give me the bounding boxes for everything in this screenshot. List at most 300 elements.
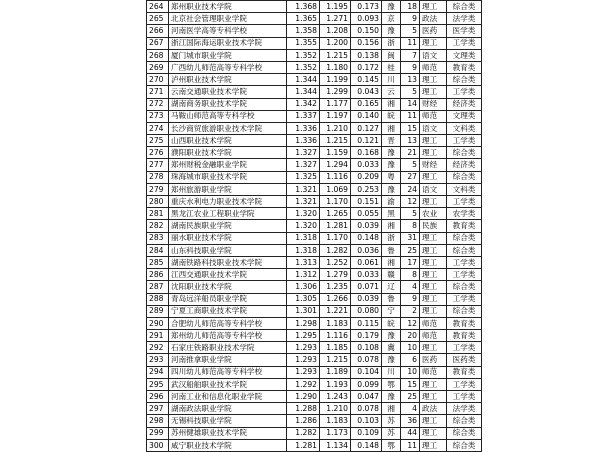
score-a-cell: 1.279 — [320, 269, 351, 281]
category-cell: 文科类 — [447, 122, 482, 134]
score-b-cell: 0.104 — [351, 366, 382, 378]
table-row — [147, 269, 482, 281]
total-score-cell: 1.313 — [287, 256, 320, 268]
total-score-cell: 1.365 — [287, 13, 320, 25]
table-row — [147, 61, 482, 73]
type-cell: 理工 — [420, 256, 447, 268]
total-score-cell: 1.337 — [287, 110, 320, 122]
rank-cell: 271 — [147, 86, 169, 98]
college-name-cell: 北京社会管理职业学院 — [169, 13, 287, 25]
rank-cell: 283 — [147, 232, 169, 244]
category-cell: 医药类 — [447, 354, 482, 366]
type-cell: 理工 — [420, 378, 447, 390]
college-name-cell: 郑州旅游职业学院 — [169, 183, 287, 195]
count-cell: 25 — [401, 391, 420, 403]
province-cell: 黑 — [382, 208, 401, 220]
total-score-cell: 1.327 — [287, 159, 320, 171]
total-score-cell: 1.368 — [287, 1, 320, 13]
count-cell: 36 — [401, 415, 420, 427]
score-b-cell: 0.172 — [351, 61, 382, 73]
score-b-cell: 0.033 — [351, 159, 382, 171]
table-row — [147, 366, 482, 378]
score-b-cell: 0.036 — [351, 244, 382, 256]
total-score-cell: 1.293 — [287, 342, 320, 354]
rank-cell: 300 — [147, 439, 169, 451]
total-score-cell: 1.305 — [287, 293, 320, 305]
total-score-cell: 1.301 — [287, 305, 320, 317]
province-cell: 渝 — [382, 196, 401, 208]
total-score-cell: 1.320 — [287, 208, 320, 220]
type-cell: 师范 — [420, 330, 447, 342]
score-a-cell: 1.197 — [320, 110, 351, 122]
category-cell: 教育类 — [447, 61, 482, 73]
total-score-cell: 1.320 — [287, 220, 320, 232]
table-row — [147, 439, 482, 451]
total-score-cell: 1.318 — [287, 232, 320, 244]
rank-cell: 272 — [147, 98, 169, 110]
category-cell: 综合类 — [447, 305, 482, 317]
college-name-cell: 黑龙江农业工程职业学院 — [169, 208, 287, 220]
total-score-cell: 1.293 — [287, 366, 320, 378]
category-cell: 工学类 — [447, 293, 482, 305]
total-score-cell: 1.336 — [287, 122, 320, 134]
score-a-cell: 1.266 — [320, 293, 351, 305]
category-cell: 农学类 — [447, 208, 482, 220]
college-name-cell: 郑州职业技术学院 — [169, 1, 287, 13]
score-a-cell: 1.208 — [320, 25, 351, 37]
college-name-cell: 湖南商务职业技术学院 — [169, 98, 287, 110]
score-b-cell: 0.148 — [351, 232, 382, 244]
college-name-cell: 合肥幼儿师范高等专科学校 — [169, 317, 287, 329]
province-cell: 鄂 — [382, 378, 401, 390]
type-cell: 理工 — [420, 439, 447, 451]
score-a-cell: 1.200 — [320, 37, 351, 49]
province-cell: 湘 — [382, 403, 401, 415]
college-name-cell: 郑州财税金融职业学院 — [169, 159, 287, 171]
total-score-cell: 1.298 — [287, 317, 320, 329]
score-b-cell: 0.039 — [351, 293, 382, 305]
province-cell: 赣 — [382, 269, 401, 281]
count-cell: 25 — [401, 244, 420, 256]
province-cell: 湘 — [382, 122, 401, 134]
count-cell: 10 — [401, 342, 420, 354]
table-row — [147, 208, 482, 220]
ranking-sheet — [146, 0, 476, 450]
score-b-cell: 0.145 — [351, 74, 382, 86]
total-score-cell: 1.312 — [287, 269, 320, 281]
score-b-cell: 0.099 — [351, 378, 382, 390]
category-cell: 文理类 — [447, 110, 482, 122]
count-cell: 6 — [401, 354, 420, 366]
score-a-cell: 1.199 — [320, 74, 351, 86]
score-b-cell: 0.078 — [351, 403, 382, 415]
count-cell: 12 — [401, 317, 420, 329]
score-b-cell: 0.043 — [351, 86, 382, 98]
score-b-cell: 0.148 — [351, 439, 382, 451]
score-a-cell: 1.159 — [320, 147, 351, 159]
score-a-cell: 1.243 — [320, 391, 351, 403]
total-score-cell: 1.325 — [287, 171, 320, 183]
score-b-cell: 0.033 — [351, 269, 382, 281]
total-score-cell: 1.327 — [287, 147, 320, 159]
count-cell: 11 — [401, 439, 420, 451]
province-cell: 川 — [382, 74, 401, 86]
score-a-cell: 1.183 — [320, 317, 351, 329]
type-cell: 民族 — [420, 220, 447, 232]
province-cell: 豫 — [382, 330, 401, 342]
type-cell: 理工 — [420, 37, 447, 49]
type-cell: 财经 — [420, 159, 447, 171]
score-a-cell: 1.116 — [320, 171, 351, 183]
province-cell: 湘 — [382, 98, 401, 110]
score-b-cell: 0.039 — [351, 220, 382, 232]
score-b-cell: 0.165 — [351, 98, 382, 110]
table-row — [147, 183, 482, 195]
province-cell: 苏 — [382, 415, 401, 427]
table-row — [147, 281, 482, 293]
rank-cell: 295 — [147, 378, 169, 390]
table-row — [147, 256, 482, 268]
count-cell: 8 — [401, 269, 420, 281]
college-name-cell: 山东科技职业学院 — [169, 244, 287, 256]
type-cell: 政法 — [420, 403, 447, 415]
province-cell: 皖 — [382, 317, 401, 329]
count-cell: 44 — [401, 427, 420, 439]
college-name-cell: 河南工业和信息化职业学院 — [169, 391, 287, 403]
count-cell: 24 — [401, 183, 420, 195]
score-a-cell: 1.183 — [320, 415, 351, 427]
table-row — [147, 171, 482, 183]
type-cell: 医药 — [420, 25, 447, 37]
total-score-cell: 1.321 — [287, 196, 320, 208]
score-b-cell: 0.151 — [351, 196, 382, 208]
type-cell: 理工 — [420, 1, 447, 13]
rank-cell: 299 — [147, 427, 169, 439]
total-score-cell: 1.295 — [287, 330, 320, 342]
score-a-cell: 1.116 — [320, 330, 351, 342]
college-name-cell: 长沙商贸旅游职业技术学院 — [169, 122, 287, 134]
college-name-cell: 重庆水利电力职业技术学院 — [169, 196, 287, 208]
score-b-cell: 0.078 — [351, 354, 382, 366]
total-score-cell: 1.344 — [287, 86, 320, 98]
count-cell: 5 — [401, 159, 420, 171]
college-name-cell: 湖南铁路科技职业技术学院 — [169, 256, 287, 268]
province-cell: 闽 — [382, 49, 401, 61]
rank-cell: 293 — [147, 354, 169, 366]
college-name-cell: 山西职业技术学院 — [169, 135, 287, 147]
count-cell: 8 — [401, 220, 420, 232]
province-cell: 辽 — [382, 281, 401, 293]
college-name-cell: 浙江国际海运职业技术学院 — [169, 37, 287, 49]
score-a-cell: 1.265 — [320, 208, 351, 220]
rank-cell: 274 — [147, 122, 169, 134]
category-cell: 经济类 — [447, 98, 482, 110]
college-name-cell: 武汉船舶职业技术学院 — [169, 378, 287, 390]
type-cell: 师范 — [420, 317, 447, 329]
rank-cell: 273 — [147, 110, 169, 122]
rank-cell: 282 — [147, 220, 169, 232]
type-cell: 理工 — [420, 171, 447, 183]
score-a-cell: 1.173 — [320, 427, 351, 439]
table-row — [147, 159, 482, 171]
score-a-cell: 1.177 — [320, 98, 351, 110]
province-cell: 豫 — [382, 147, 401, 159]
rank-cell: 279 — [147, 183, 169, 195]
province-cell: 豫 — [382, 183, 401, 195]
type-cell: 语文 — [420, 122, 447, 134]
score-b-cell: 0.055 — [351, 208, 382, 220]
rank-cell: 269 — [147, 61, 169, 73]
college-name-cell: 云南交通职业技术学院 — [169, 86, 287, 98]
type-cell: 理工 — [420, 232, 447, 244]
table-row — [147, 378, 482, 390]
rank-cell: 285 — [147, 256, 169, 268]
college-name-cell: 广西幼儿师范高等专科学校 — [169, 61, 287, 73]
count-cell: 4 — [401, 403, 420, 415]
count-cell: 5 — [401, 25, 420, 37]
type-cell: 理工 — [420, 342, 447, 354]
score-b-cell: 0.127 — [351, 122, 382, 134]
table-row — [147, 13, 482, 25]
college-name-cell: 河南医学高等专科学校 — [169, 25, 287, 37]
province-cell: 鲁 — [382, 244, 401, 256]
category-cell: 文科类 — [447, 183, 482, 195]
score-a-cell: 1.294 — [320, 159, 351, 171]
type-cell: 理工 — [420, 244, 447, 256]
college-name-cell: 沈阳职业技术学院 — [169, 281, 287, 293]
table-row — [147, 37, 482, 49]
score-b-cell: 0.138 — [351, 49, 382, 61]
score-b-cell: 0.209 — [351, 171, 382, 183]
category-cell: 教育类 — [447, 220, 482, 232]
category-cell: 法学类 — [447, 403, 482, 415]
total-score-cell: 1.282 — [287, 427, 320, 439]
college-name-cell: 四川幼儿师范高等专科学校 — [169, 366, 287, 378]
score-b-cell: 0.150 — [351, 25, 382, 37]
province-cell: 湘 — [382, 256, 401, 268]
college-name-cell: 咸宁职业技术学院 — [169, 439, 287, 451]
table-row — [147, 293, 482, 305]
total-score-cell: 1.336 — [287, 135, 320, 147]
total-score-cell: 1.352 — [287, 49, 320, 61]
score-a-cell: 1.252 — [320, 256, 351, 268]
rank-cell: 291 — [147, 330, 169, 342]
total-score-cell: 1.342 — [287, 98, 320, 110]
category-cell: 经济类 — [447, 159, 482, 171]
type-cell: 理工 — [420, 281, 447, 293]
province-cell: 湘 — [382, 220, 401, 232]
count-cell: 14 — [401, 98, 420, 110]
type-cell: 师范 — [420, 366, 447, 378]
total-score-cell: 1.344 — [287, 74, 320, 86]
table-row — [147, 403, 482, 415]
rank-cell: 298 — [147, 415, 169, 427]
table-row — [147, 391, 482, 403]
score-a-cell: 1.170 — [320, 232, 351, 244]
type-cell: 理工 — [420, 269, 447, 281]
rank-cell: 287 — [147, 281, 169, 293]
rank-cell: 288 — [147, 293, 169, 305]
total-score-cell: 1.306 — [287, 281, 320, 293]
count-cell: 5 — [401, 86, 420, 98]
table-row — [147, 342, 482, 354]
score-a-cell: 1.185 — [320, 342, 351, 354]
category-cell: 工学类 — [447, 135, 482, 147]
province-cell: 鲁 — [382, 293, 401, 305]
score-b-cell: 0.168 — [351, 147, 382, 159]
province-cell: 京 — [382, 13, 401, 25]
count-cell: 2 — [401, 305, 420, 317]
type-cell: 理工 — [420, 196, 447, 208]
score-b-cell: 0.080 — [351, 305, 382, 317]
score-a-cell: 1.221 — [320, 305, 351, 317]
rank-cell: 292 — [147, 342, 169, 354]
rank-cell: 289 — [147, 305, 169, 317]
table-row — [147, 232, 482, 244]
count-cell: 15 — [401, 122, 420, 134]
category-cell: 综合类 — [447, 1, 482, 13]
score-a-cell: 1.299 — [320, 86, 351, 98]
province-cell: 鄂 — [382, 439, 401, 451]
rank-cell: 270 — [147, 74, 169, 86]
province-cell: 皖 — [382, 110, 401, 122]
table-row — [147, 135, 482, 147]
total-score-cell: 1.292 — [287, 378, 320, 390]
rank-cell: 278 — [147, 171, 169, 183]
table-row — [147, 86, 482, 98]
score-b-cell: 0.108 — [351, 342, 382, 354]
category-cell: 文理类 — [447, 49, 482, 61]
total-score-cell: 1.290 — [287, 391, 320, 403]
college-name-cell: 石家庄铁路职业技术学院 — [169, 342, 287, 354]
rank-cell: 266 — [147, 25, 169, 37]
score-b-cell: 0.109 — [351, 427, 382, 439]
table-body — [147, 1, 482, 452]
type-cell: 理工 — [420, 415, 447, 427]
score-a-cell: 1.134 — [320, 439, 351, 451]
table-row — [147, 196, 482, 208]
score-a-cell: 1.282 — [320, 244, 351, 256]
type-cell: 理工 — [420, 293, 447, 305]
score-a-cell: 1.170 — [320, 196, 351, 208]
category-cell: 综合类 — [447, 281, 482, 293]
rank-cell: 276 — [147, 147, 169, 159]
score-a-cell: 1.235 — [320, 281, 351, 293]
category-cell: 工学类 — [447, 196, 482, 208]
count-cell: 27 — [401, 171, 420, 183]
type-cell: 语文 — [420, 49, 447, 61]
rank-cell: 290 — [147, 317, 169, 329]
table-row — [147, 147, 482, 159]
type-cell: 医药 — [420, 354, 447, 366]
province-cell: 云 — [382, 86, 401, 98]
table-row — [147, 122, 482, 134]
count-cell: 13 — [401, 135, 420, 147]
category-cell: 法学类 — [447, 13, 482, 25]
table-row — [147, 317, 482, 329]
type-cell: 理工 — [420, 135, 447, 147]
type-cell: 财经 — [420, 98, 447, 110]
rank-cell: 286 — [147, 269, 169, 281]
count-cell: 15 — [401, 378, 420, 390]
province-cell: 浙 — [382, 232, 401, 244]
total-score-cell: 1.293 — [287, 354, 320, 366]
total-score-cell: 1.286 — [287, 415, 320, 427]
score-a-cell: 1.180 — [320, 61, 351, 73]
rank-cell: 268 — [147, 49, 169, 61]
province-cell: 豫 — [382, 159, 401, 171]
category-cell: 工学类 — [447, 391, 482, 403]
province-cell: 晋 — [382, 135, 401, 147]
count-cell: 13 — [401, 74, 420, 86]
category-cell: 综合类 — [447, 232, 482, 244]
category-cell: 综合类 — [447, 74, 482, 86]
rank-cell: 296 — [147, 391, 169, 403]
score-b-cell: 0.140 — [351, 110, 382, 122]
table-row — [147, 74, 482, 86]
college-name-cell: 泸州职业技术学院 — [169, 74, 287, 86]
table-row — [147, 330, 482, 342]
count-cell: 9 — [401, 293, 420, 305]
rank-cell: 284 — [147, 244, 169, 256]
count-cell: 11 — [401, 37, 420, 49]
college-name-cell: 厦门城市职业学院 — [169, 49, 287, 61]
total-score-cell: 1.281 — [287, 439, 320, 451]
table-row — [147, 427, 482, 439]
score-b-cell: 0.093 — [351, 13, 382, 25]
count-cell: 31 — [401, 232, 420, 244]
type-cell: 理工 — [420, 427, 447, 439]
category-cell: 工学类 — [447, 269, 482, 281]
score-b-cell: 0.173 — [351, 1, 382, 13]
score-a-cell: 1.281 — [320, 220, 351, 232]
table-row — [147, 1, 482, 13]
province-cell: 宁 — [382, 305, 401, 317]
college-name-cell: 苏州健雄职业技术学院 — [169, 427, 287, 439]
table-row — [147, 110, 482, 122]
total-score-cell: 1.318 — [287, 244, 320, 256]
table-row — [147, 98, 482, 110]
college-name-cell: 珠海城市职业技术学院 — [169, 171, 287, 183]
province-cell: 苏 — [382, 427, 401, 439]
province-cell: 桂 — [382, 61, 401, 73]
province-cell: 豫 — [382, 25, 401, 37]
score-a-cell: 1.210 — [320, 403, 351, 415]
score-b-cell: 0.121 — [351, 135, 382, 147]
category-cell: 综合类 — [447, 439, 482, 451]
category-cell: 工学类 — [447, 37, 482, 49]
count-cell: 21 — [401, 147, 420, 159]
college-name-cell: 河南推拿职业学院 — [169, 354, 287, 366]
type-cell: 师范 — [420, 110, 447, 122]
table-row — [147, 244, 482, 256]
college-name-cell: 青岛远洋船员职业学院 — [169, 293, 287, 305]
category-cell: 医学类 — [447, 25, 482, 37]
score-a-cell: 1.215 — [320, 135, 351, 147]
college-name-cell: 无锡科技职业学院 — [169, 415, 287, 427]
count-cell: 17 — [401, 256, 420, 268]
score-a-cell: 1.271 — [320, 13, 351, 25]
province-cell: 粤 — [382, 171, 401, 183]
category-cell: 综合类 — [447, 171, 482, 183]
total-score-cell: 1.358 — [287, 25, 320, 37]
rank-cell: 264 — [147, 1, 169, 13]
rank-cell: 277 — [147, 159, 169, 171]
type-cell: 农业 — [420, 208, 447, 220]
college-ranking-table — [146, 0, 482, 452]
total-score-cell: 1.355 — [287, 37, 320, 49]
category-cell: 综合类 — [447, 244, 482, 256]
